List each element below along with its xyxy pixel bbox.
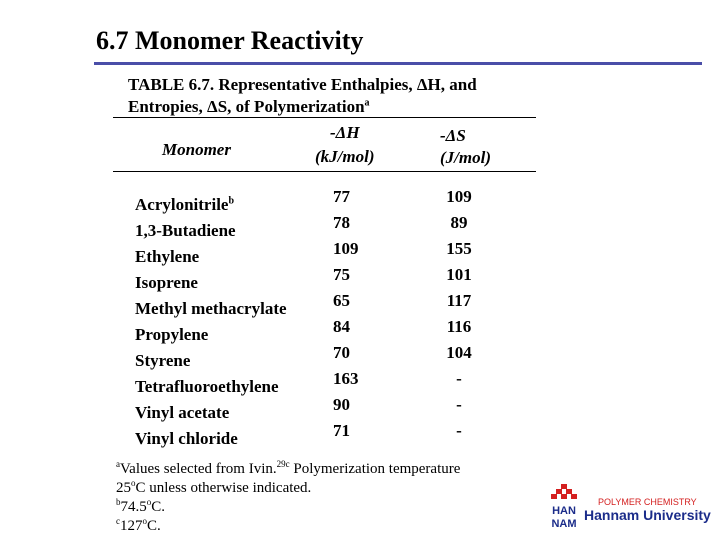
footnote-text: C unless otherwise indicated. xyxy=(135,480,312,496)
table-row-monomer xyxy=(135,377,279,397)
degree-mark: o xyxy=(146,497,152,507)
table-row-monomer xyxy=(135,247,199,267)
footnote-value: 127 xyxy=(120,518,143,534)
degree-mark: o xyxy=(142,516,147,526)
entropy-value: 89 xyxy=(450,213,468,232)
page-title: 6.7 Monomer Reactivity xyxy=(96,26,364,55)
column-header-entropy-symbol: -ΔS xyxy=(440,126,466,145)
table-header-rule xyxy=(113,171,536,172)
entropy-value: - xyxy=(456,369,462,388)
degree-mark: o xyxy=(131,478,136,488)
monomer-name: Propylene xyxy=(135,325,209,344)
monomer-name: 1,3-Butadiene xyxy=(135,221,236,240)
table-row-monomer xyxy=(135,403,229,423)
enthalpy-value: 78 xyxy=(333,213,350,232)
table-caption-line-2 xyxy=(128,97,370,117)
enthalpy-value: 75 xyxy=(333,265,350,284)
table-top-rule xyxy=(113,117,536,118)
footnote-b xyxy=(116,498,165,517)
enthalpy-value: 70 xyxy=(333,343,350,362)
enthalpy-value: 109 xyxy=(333,239,359,258)
footnote-text: Values selected from Ivin. xyxy=(120,461,277,477)
table-row-monomer xyxy=(135,351,190,371)
column-header-enthalpy-symbol: -ΔH xyxy=(330,123,360,142)
table-row-monomer xyxy=(135,429,238,449)
monomer-name: Tetrafluoroethylene xyxy=(135,377,279,396)
table-row-monomer xyxy=(135,221,236,241)
entropy-value: 117 xyxy=(446,291,472,310)
entropy-value: 155 xyxy=(446,239,472,258)
footnote-value: 25 xyxy=(116,480,131,496)
footnote-c xyxy=(116,517,161,536)
table-row-monomer xyxy=(135,273,198,293)
enthalpy-value: 77 xyxy=(333,187,350,206)
table-row-monomer xyxy=(135,325,208,345)
column-header-monomer: Monomer xyxy=(162,140,231,159)
entropy-value: 101 xyxy=(446,265,472,284)
monomer-name: Vinyl acetate xyxy=(135,403,230,422)
footnote-mark: c xyxy=(116,516,120,526)
caption-text: Entropies, ΔS, of Polymerization xyxy=(128,97,365,116)
footnote-mark: a xyxy=(116,459,120,469)
logo-university-name: Hannam University xyxy=(584,507,711,523)
footnote-value: 74.5 xyxy=(120,499,147,515)
reference-mark: 29c xyxy=(276,459,290,469)
monomer-name: Isoprene xyxy=(135,273,198,292)
monomer-name: Methyl methacrylate xyxy=(135,299,287,318)
enthalpy-value: 163 xyxy=(333,369,359,388)
entropy-value: 104 xyxy=(446,343,472,362)
table-row-monomer xyxy=(135,299,287,319)
column-header-enthalpy-unit: (kJ/mol) xyxy=(315,147,375,166)
enthalpy-value: 84 xyxy=(333,317,350,336)
footnote-mark: b xyxy=(116,497,121,507)
entropy-value: - xyxy=(456,421,462,440)
table-caption-line-1: TABLE 6.7. Representative Enthalpies, ΔH, and xyxy=(128,75,477,94)
table-row-monomer xyxy=(135,195,234,215)
monomer-name: Ethylene xyxy=(135,247,200,266)
entropy-value: 109 xyxy=(446,187,472,206)
logo-mark-text-1: HAN xyxy=(552,505,576,517)
footnote-a xyxy=(116,460,460,479)
entropy-value: - xyxy=(456,395,462,414)
caption-footnote-mark: a xyxy=(364,97,370,109)
footnote-text: C. xyxy=(147,518,161,534)
university-logo-icon xyxy=(546,484,582,530)
monomer-name: Vinyl chloride xyxy=(135,429,238,448)
logo-subtitle: POLYMER CHEMISTRY xyxy=(598,497,697,507)
monomer-name: Styrene xyxy=(135,351,191,370)
footnote-a-continued xyxy=(116,479,311,498)
row-footnote-mark: b xyxy=(228,195,235,207)
logo-mark-text-2: NAM xyxy=(551,518,577,530)
monomer-name: Acrylonitrile xyxy=(135,195,229,214)
column-header-entropy-unit: (J/mol) xyxy=(440,148,491,167)
enthalpy-value: 65 xyxy=(333,291,350,310)
enthalpy-value: 71 xyxy=(333,421,350,440)
enthalpy-value: 90 xyxy=(333,395,350,414)
footnote-text: C. xyxy=(151,499,166,515)
entropy-value: 116 xyxy=(446,317,472,336)
footnote-text-tail: Polymerization temperature xyxy=(289,461,461,477)
title-rule xyxy=(94,62,702,65)
